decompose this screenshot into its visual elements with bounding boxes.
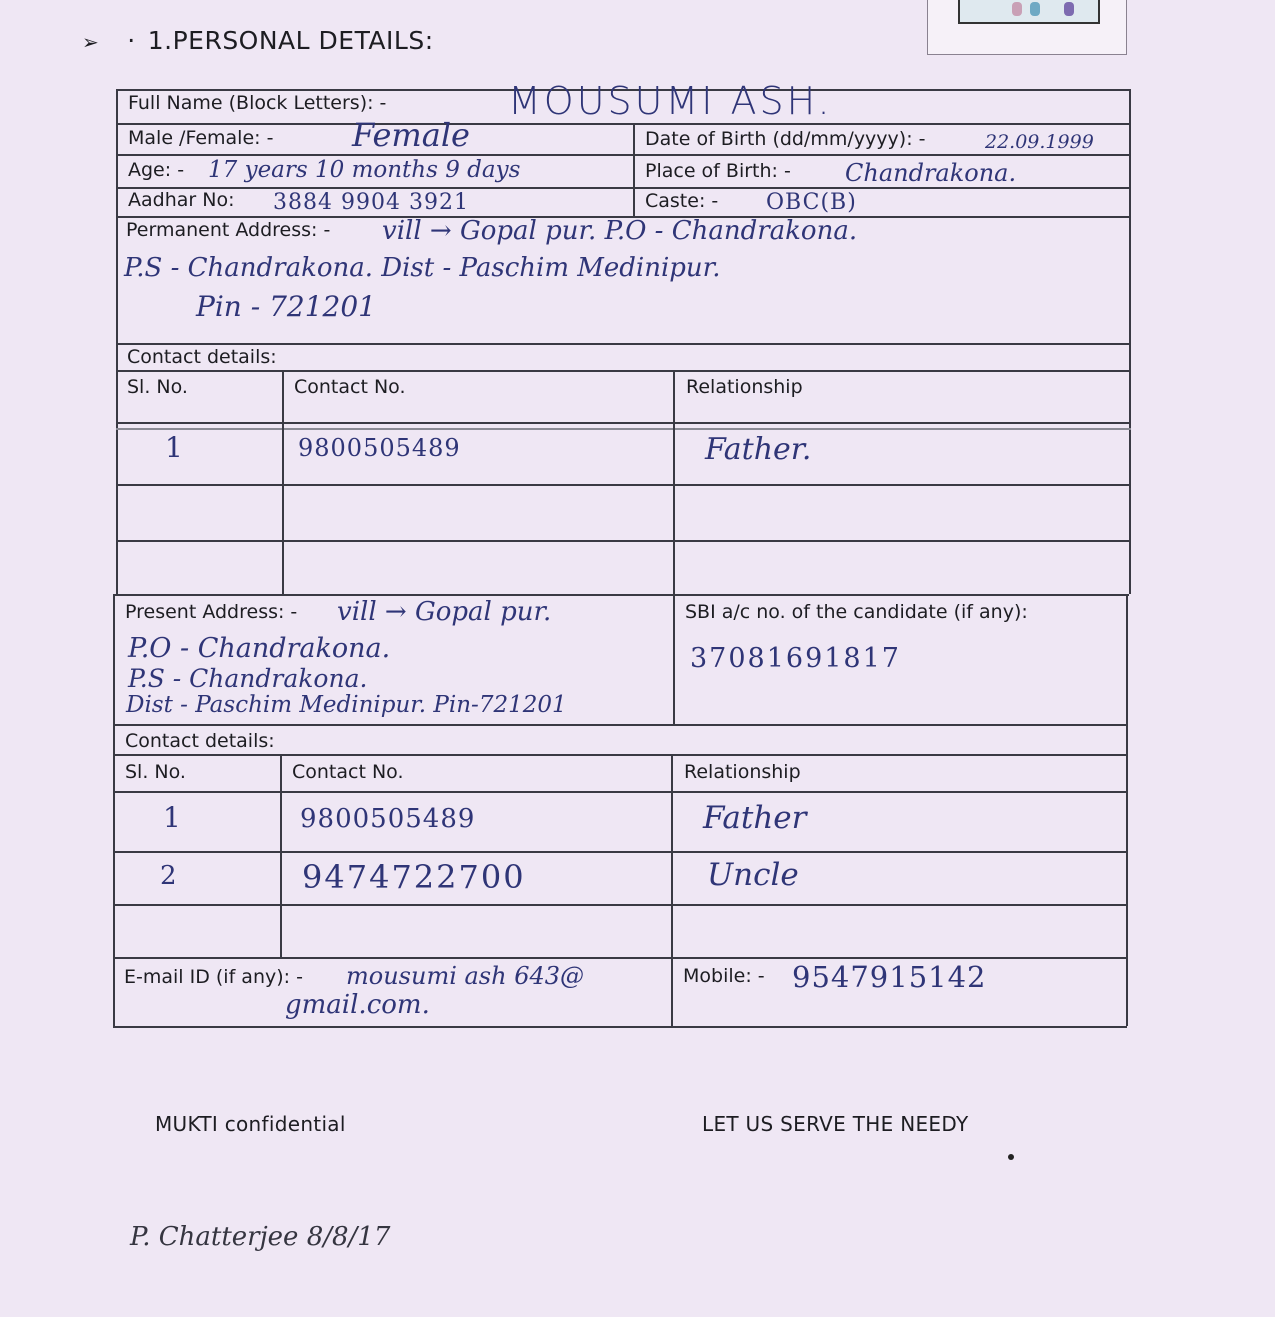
present-address-label: Present Address: -	[125, 601, 298, 623]
present-address-line4: Dist - Paschim Medinipur. Pin-721201	[126, 692, 567, 718]
present-address-line2: P.O - Chandrakona.	[128, 633, 391, 664]
table2-col-contact: Contact No.	[292, 761, 404, 783]
email-value-line2: gmail.com.	[285, 990, 430, 1020]
table2-row2-contact: 9474722700	[302, 858, 526, 896]
section-title	[82, 26, 434, 55]
table1-row1-relationship: Father.	[705, 432, 812, 467]
contact-details-heading-2: Contact details:	[125, 730, 275, 752]
permanent-address-label: Permanent Address: -	[126, 219, 331, 241]
permanent-address-line2: P.S - Chandrakona. Dist - Paschim Medinipur.	[124, 253, 721, 283]
place-of-birth-label: Place of Birth: -	[645, 160, 791, 182]
present-address-line1: vill → Gopal pur.	[337, 597, 552, 627]
aadhar-value: 3884 9904 3921	[273, 190, 469, 215]
sbi-label: SBI a/c no. of the candidate (if any):	[685, 601, 1028, 623]
full-name-label: Full Name (Block Letters): -	[128, 92, 387, 114]
place-of-birth-value: Chandrakona.	[845, 159, 1017, 187]
bullet-arrow-icon: ➢	[82, 30, 100, 54]
photo-frame	[927, 0, 1127, 55]
gender-label: Male /Female: -	[128, 127, 274, 149]
section-title-text: 1.PERSONAL DETAILS:	[147, 26, 434, 55]
footer-dot	[1008, 1154, 1014, 1160]
sbi-value: 37081691817	[690, 643, 901, 674]
table2-col-sl: Sl. No.	[125, 761, 186, 783]
bullet-dot: ·	[127, 26, 136, 55]
table1-col-relationship: Relationship	[686, 376, 803, 398]
email-label: E-mail ID (if any): -	[124, 966, 303, 988]
table2-row1-contact: 9800505489	[300, 804, 476, 834]
table2-row1-sl: 1	[163, 801, 181, 834]
table1-col-contact: Contact No.	[294, 376, 406, 398]
age-label: Age: -	[128, 159, 185, 181]
footer-right: LET US SERVE THE NEEDY	[702, 1112, 969, 1136]
table2-col-relationship: Relationship	[684, 761, 801, 783]
caste-value: OBC(B)	[766, 190, 857, 215]
permanent-address-line1: vill → Gopal pur. P.O - Chandrakona.	[382, 216, 858, 246]
full-name-value: MOUSUMI ASH.	[508, 79, 833, 123]
signature: P. Chatterjee 8/8/17	[130, 1222, 391, 1252]
table1-col-sl: Sl. No.	[127, 376, 188, 398]
table2-row2-relationship: Uncle	[707, 857, 799, 893]
footer-left: MUKTI confidential	[155, 1112, 346, 1136]
aadhar-label: Aadhar No:	[128, 189, 235, 211]
mobile-label: Mobile: -	[683, 965, 765, 987]
email-value-line1: mousumi ash 643@	[346, 962, 585, 990]
permanent-address-line3: Pin - 721201	[196, 290, 376, 323]
contact-details-heading-1: Contact details:	[127, 346, 277, 368]
table1-row1-contact: 9800505489	[298, 434, 461, 462]
table2-row2-sl: 2	[160, 861, 177, 891]
dob-value: 22.09.1999	[985, 131, 1094, 153]
candidate-photo	[958, 0, 1100, 24]
age-value: 17 years 10 months 9 days	[208, 157, 521, 183]
caste-label: Caste: -	[645, 190, 719, 212]
mobile-value: 9547915142	[792, 960, 987, 994]
gender-value: Female	[352, 116, 470, 154]
present-address-line3: P.S - Chandrakona.	[128, 664, 368, 693]
table2-row1-relationship: Father	[703, 800, 807, 836]
table1-row1-sl: 1	[165, 431, 183, 464]
dob-label: Date of Birth (dd/mm/yyyy): -	[645, 128, 926, 150]
